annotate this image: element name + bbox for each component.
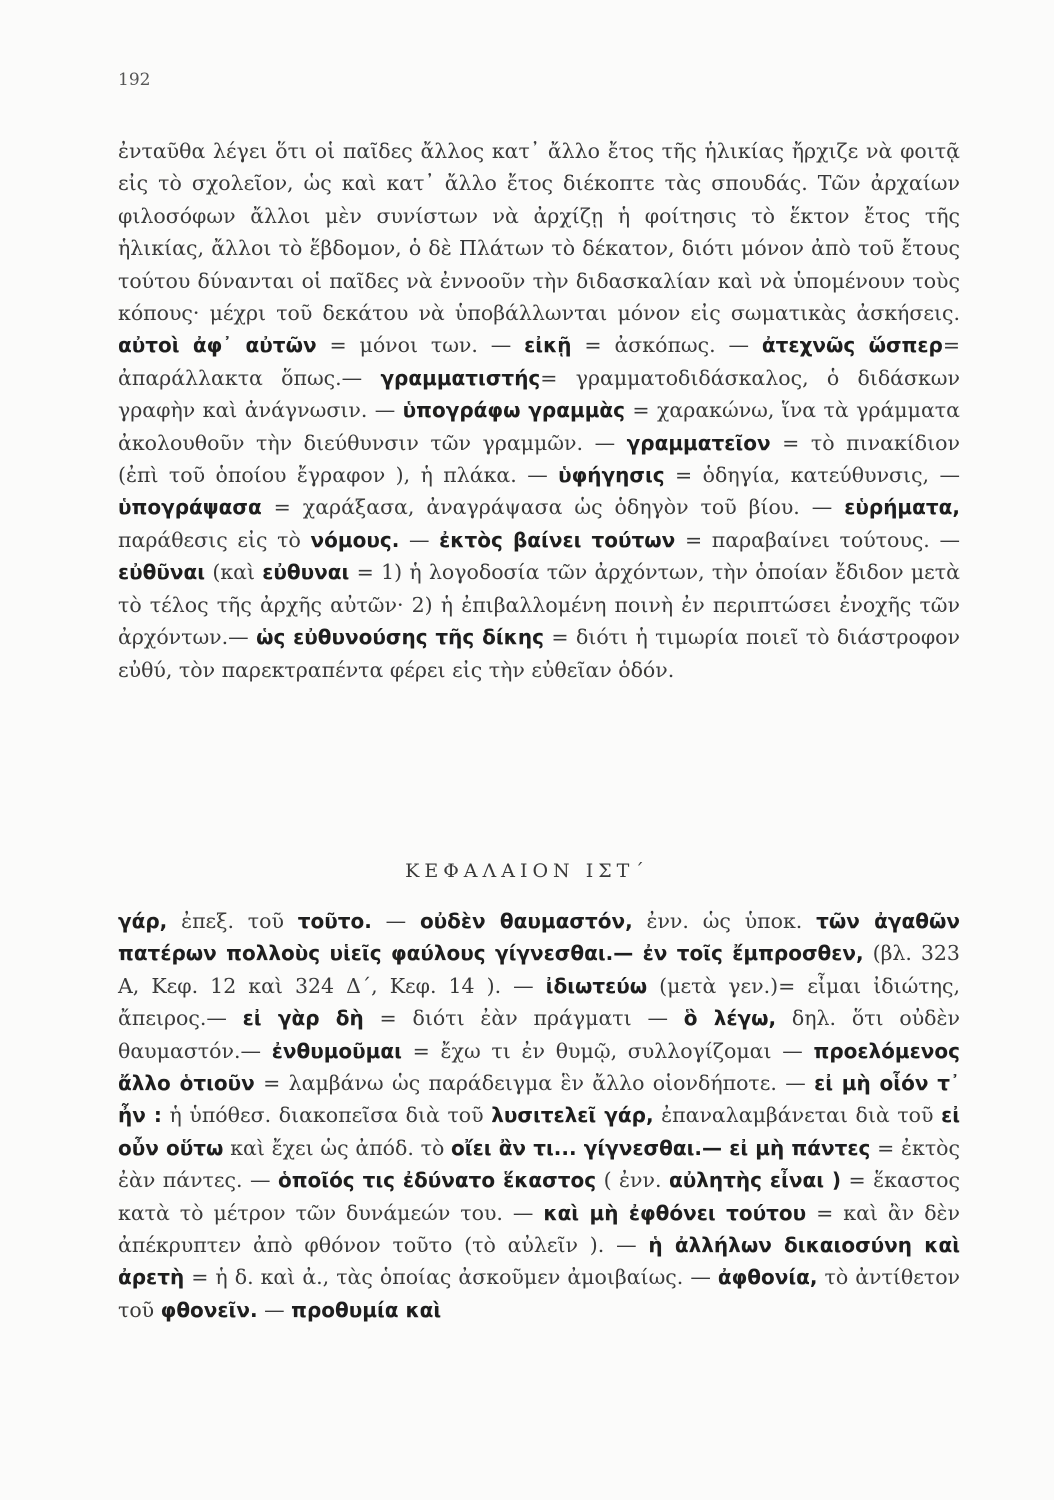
lemma: εὐθυναι xyxy=(262,560,350,585)
lemma: ὁποῖός τις ἐδύνατο ἕκαστος xyxy=(277,1168,597,1193)
lemma: νόμους. xyxy=(310,527,400,552)
text-run: (καὶ xyxy=(205,560,263,585)
lemma: εἰ γὰρ δὴ xyxy=(242,1006,364,1031)
text-run: — xyxy=(399,527,440,552)
text-run: = χαρακώνω, ἵνα τὰ γράμματα ἀκολουθοῦν τὴν διεύθυνσιν τῶν γραμμῶν. — xyxy=(118,398,960,455)
text-run: καὶ ἔχει ὡς ἀπόδ. τὸ xyxy=(223,1135,452,1160)
lemma: εἰ μὴ οἷόν τ᾽ ἦν : xyxy=(118,1071,960,1128)
lemma: ὃ λέγω, xyxy=(683,1006,777,1031)
lemma: εἰκῇ xyxy=(524,333,572,358)
text-run: = λαμβάνω ὡς παράδειγμα ἓν ἄλλο οἱονδήποτε. — xyxy=(254,1071,815,1096)
text-run: παράθεσις εἰς τὸ xyxy=(118,527,311,552)
page-number: 192 xyxy=(118,70,151,90)
lemma: προθυμία καὶ xyxy=(291,1297,442,1322)
text-run: = καὶ ἂν δὲν ἀπέκρυπτεν ἀπὸ φθόνον τοῦτο (τὸ αὐλεῖν ). — xyxy=(118,1200,960,1258)
lemma: εἰ οὖν οὕτω xyxy=(118,1103,961,1160)
text-run: (μετὰ γεν.)= εἶμαι ἰδιώτης, ἄπειρος.— xyxy=(118,973,960,1031)
lemma: τῶν ἀγαθῶν πατέρων πολλοὺς υἱεῖς φαύλους γίγνεσθαι.— ἐν τοῖς ἔμπροσθεν, xyxy=(118,909,960,966)
lemma: τοῦτο. xyxy=(297,909,372,933)
text-run: τὸ ἀντίθετον τοῦ xyxy=(118,1265,960,1322)
text-run: ἐνταῦθα λέγει ὅτι οἱ παῖδες ἄλλος κατ᾽ ἄλλο ἔτος τῆς ἡλικίας ἤρχιζε νὰ φοιτᾷ εἰς τὸ σχολεῖον, ὡς καὶ κατ᾽ ἄλλο ἔτος διέκοπτε τὰς σπουδάς. Τῶν ἀρχαίων φιλοσόφων ἄλλοι μὲν συνίστων νὰ ἀρχίζῃ ἡ φοίτησις τὸ ἕκτον ἔτος τῆς ἡλικίας, ἄλλοι τὸ ἕβδομον, ὁ δὲ Πλάτων τὸ δέκατον, διότι μόνον ἀπὸ τοῦ ἔτους τούτου δύνανται οἱ παῖδες νὰ ἐννοοῦν τὴν διδασκαλίαν καὶ νὰ ὑπομένουν τοὺς κόπους· μέχρι τοῦ δεκάτου νὰ ὑποβάλλωνται μόνον εἰς σωματικὰς ἀσκήσεις. xyxy=(118,139,960,326)
lemma: ἀφθονία, xyxy=(717,1265,818,1290)
text-run: = ἀσκόπως. — xyxy=(571,333,762,358)
text-run: = μόνοι των. — xyxy=(316,333,525,358)
lemma: φθονεῖν. xyxy=(160,1297,258,1322)
text-run: ἐπεξ. τοῦ xyxy=(167,909,298,933)
text-run: = διότι ἐὰν πράγματι — xyxy=(363,1006,684,1031)
text-run: = ἡ δ. καὶ ἀ., τὰς ὁποίας ἀσκοῦμεν ἀμοιβαίως. — xyxy=(184,1265,718,1290)
text-run: = ἀπαράλλακτα ὅπως.— xyxy=(118,333,961,390)
text-run: — xyxy=(257,1297,292,1322)
lemma: αὐλητὴς εἶναι ) xyxy=(668,1168,842,1193)
text-run: ἐνν. ὡς ὑποκ. xyxy=(632,909,817,933)
text-run: = διότι ἡ τιμωρία ποιεῖ τὸ διάστροφον εὐθύ, τὸν παρεκτραπέντα φέρει εἰς τὴν εὐθεῖαν ὁδόν. xyxy=(118,625,960,682)
text-run: — xyxy=(371,909,420,933)
text-run: δηλ. ὅτι οὐδὲν θαυμαστόν.— xyxy=(118,1006,960,1063)
lemma: ὡς εὐθυνούσης τῆς δίκης xyxy=(256,625,544,650)
lemma: ἀτεχνῶς ὥσπερ xyxy=(761,333,943,358)
lemma: αὐτοὶ ἀφ᾽ αὐτῶν xyxy=(118,333,317,358)
text-run: (βλ. 323 Α, Κεφ. 12 καὶ 324 Δ΄, Κεφ. 14 ). — xyxy=(118,941,960,998)
lemma: ἡ ἀλλήλων δικαιοσύνη καὶ ἀρετὴ xyxy=(118,1233,960,1290)
text-run: = ἐκτὸς ἐὰν πάντες. — xyxy=(118,1135,960,1193)
lemma: εὐθῦναι xyxy=(118,560,206,585)
lemma: ἰδιωτεύω xyxy=(545,973,648,998)
lemma: γραμματιστής xyxy=(380,365,541,390)
text-run: = ἔχω τι ἐν θυμῷ, συλλογίζομαι — xyxy=(401,1038,814,1063)
text-run: = ὁδηγία, κατεύθυνσις, — xyxy=(664,463,960,488)
lemma: οἴει ἂν τι... γίγνεσθαι.— εἰ μὴ πάντες xyxy=(451,1135,871,1160)
lemma: εὑρήματα, xyxy=(844,495,960,520)
commentary-paragraph-1 xyxy=(118,135,960,686)
lemma: λυσιτελεῖ γάρ, xyxy=(491,1103,654,1128)
lemma: ἐνθυμοῦμαι xyxy=(271,1038,402,1063)
chapter-heading: ΚΕΦΑΛΑΙΟΝ ΙΣΤ΄ xyxy=(405,860,649,882)
text-run: = γραμματοδιδάσκαλος, ὁ διδάσκων γραφὴν καὶ ἀνάγνωσιν. — xyxy=(118,365,960,423)
text-run: = ἕκαστος κατὰ τὸ μέτρον τῶν δυνάμεών του. — xyxy=(118,1168,960,1225)
lemma: προελόμενος ἄλλο ὁτιοῦν xyxy=(118,1038,960,1096)
lemma: καὶ μὴ ἐφθόνει τούτου xyxy=(543,1200,807,1225)
text-run: ( ἐνν. xyxy=(596,1168,669,1193)
text-run: = χαράξασα, ἀναγράψασα ὡς ὁδηγὸν τοῦ βίου. — xyxy=(261,495,845,520)
lemma: ὑφήγησις xyxy=(558,463,665,488)
lemma: ὑπογράφω γραμμὰς xyxy=(402,398,626,423)
lemma: γάρ, xyxy=(118,909,168,933)
text-run: = τὸ πινακίδιον (ἐπὶ τοῦ ὁποίου ἔγραφον ), ἡ πλάκα. — xyxy=(118,430,960,488)
text-run: ἡ ὑπόθεσ. διακοπεῖσα διὰ τοῦ xyxy=(161,1103,492,1128)
text-run: ἐπαναλαμβάνεται διὰ τοῦ xyxy=(653,1103,942,1128)
commentary-paragraph-2 xyxy=(118,905,960,1326)
text-run: = 1) ἡ λογοδοσία τῶν ἀρχόντων, τὴν ὁποίαν ἔδιδον μετὰ τὸ τέλος τῆς ἀρχῆς αὐτῶν· 2) ἡ ἐπιβαλλομένη ποινὴ ἐν περιπτώσει ἐνοχῆς τῶν ἀρχόντων.— xyxy=(118,560,960,650)
lemma: ὑπογράψασα xyxy=(118,495,262,520)
lemma: οὐδὲν θαυμαστόν, xyxy=(419,909,633,933)
text-run: = παραβαίνει τούτους. — xyxy=(675,527,960,552)
lemma: ἐκτὸς βαίνει τούτων xyxy=(439,527,676,552)
lemma: γραμματεῖον xyxy=(626,430,771,455)
